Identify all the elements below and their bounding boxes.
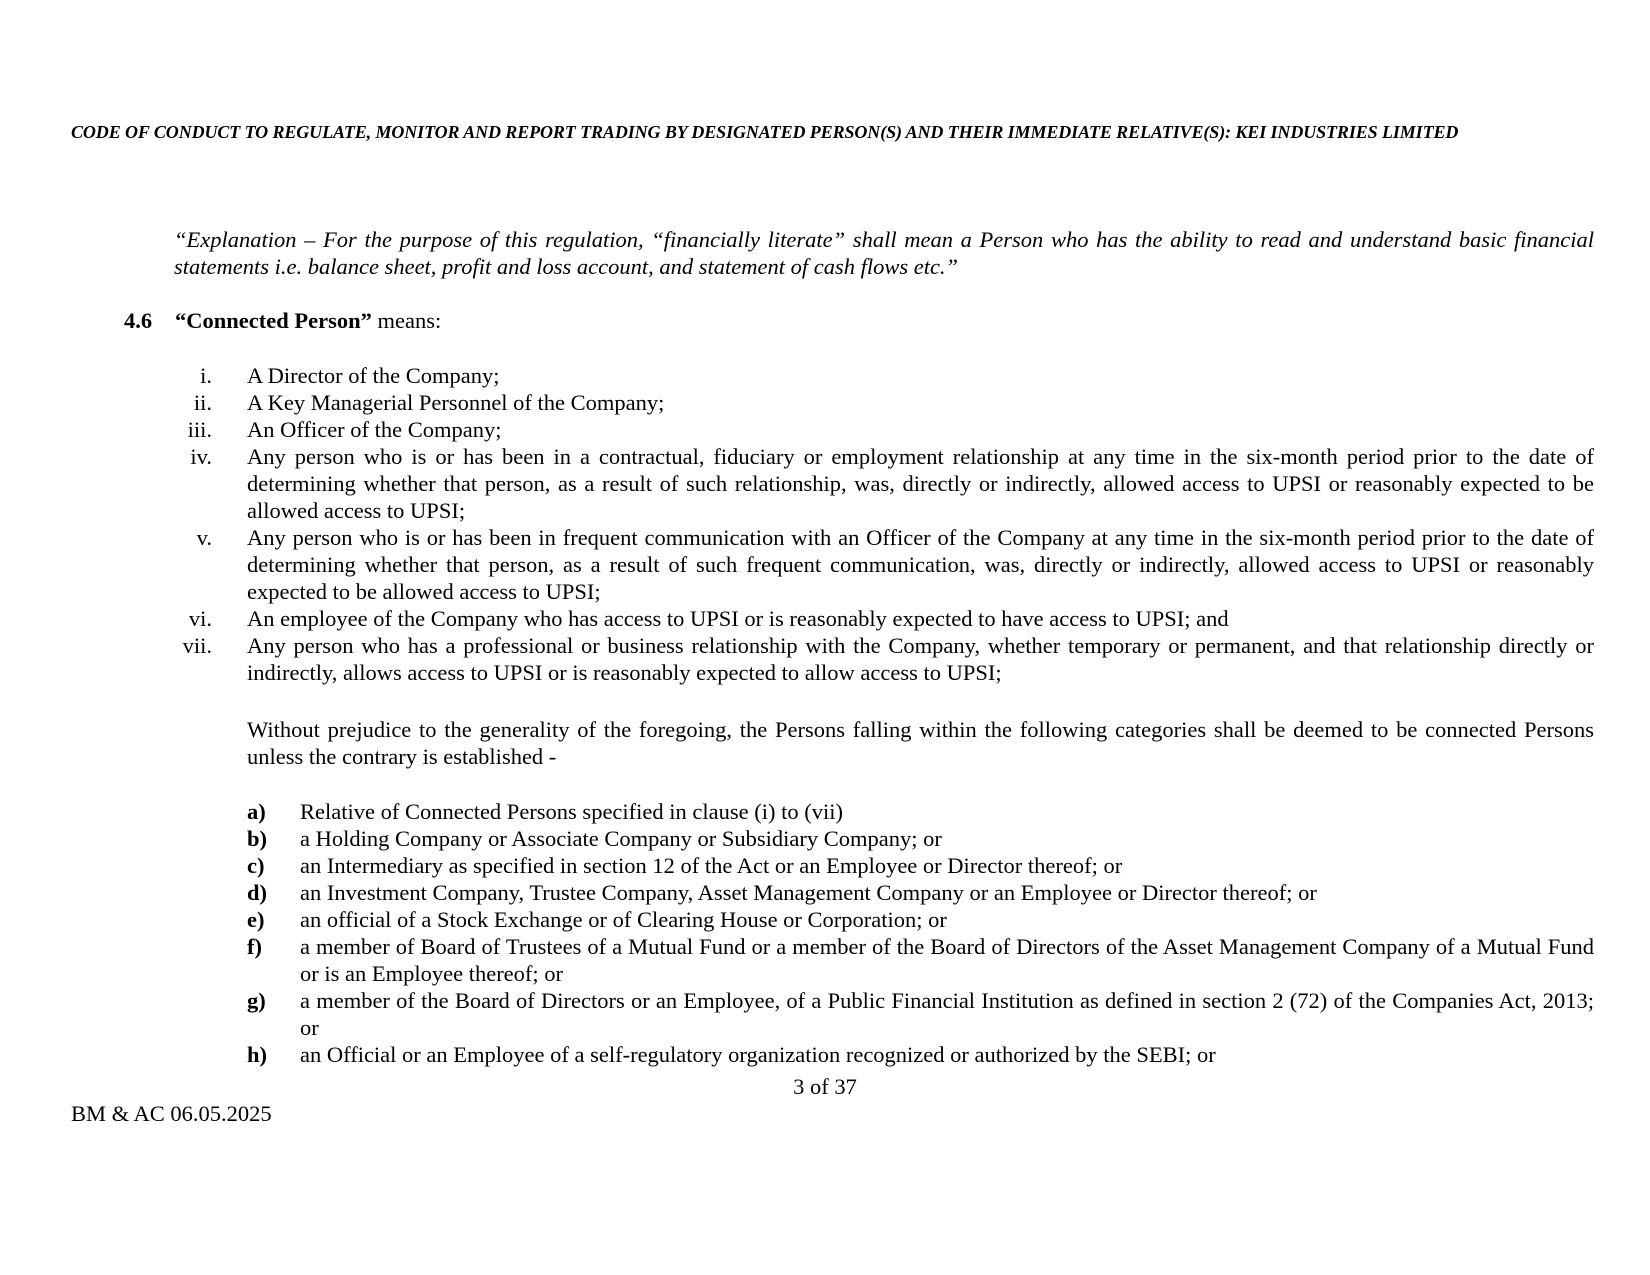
list-item-number: h) (247, 1042, 268, 1067)
list-item (247, 798, 1594, 825)
section-term: “Connected Person” (175, 308, 372, 333)
list-item-text: a Holding Company or Associate Company or Subsidiary Company; or (300, 826, 942, 851)
list-item-number: ii. (193, 390, 212, 415)
list-item-number: iv. (190, 444, 212, 469)
list-item (247, 906, 1594, 933)
list-item (247, 933, 1594, 987)
list-item-number: d) (247, 880, 268, 905)
list-item (247, 825, 1594, 852)
list-item-text: an official of a Stock Exchange or of Clearing House or Corporation; or (300, 907, 947, 932)
list-item-text: an Investment Company, Trustee Company, Asset Management Company or an Employee or Director thereof; or (300, 880, 1317, 905)
footer-reference: BM & AC 06.05.2025 (71, 1101, 272, 1126)
list-item (247, 852, 1594, 879)
list-item-number: g) (247, 988, 266, 1013)
list-item-text: An Officer of the Company; (247, 417, 502, 442)
list-item-text: Any person who is or has been in frequent communication with an Officer of the Company at any time in the six-month period prior to the date of determining whether that person, as a result of such frequent communication, was, directly or indirectly, allowed access to UPSI or reasonably expected to be allowed access to UPSI; (247, 525, 1594, 604)
page-header: CODE OF CONDUCT TO REGULATE, MONITOR AND REPORT TRADING BY DESIGNATED PERSON(S) AND THEIR IMMEDIATE RELATIVE(S): KEI INDUSTRIES LIMITED (71, 122, 1459, 142)
list-item (170, 362, 1594, 389)
list-item (170, 389, 1594, 416)
list-item (170, 443, 1594, 524)
list-item-text: an Official or an Employee of a self-regulatory organization recognized or authorized by the SEBI; or (300, 1042, 1216, 1067)
list-item-text: An employee of the Company who has access to UPSI or is reasonably expected to have access to UPSI; and (247, 606, 1229, 631)
page-number: 3 of 37 (793, 1074, 857, 1099)
section-number: 4.6 (124, 308, 153, 333)
list-item (170, 416, 1594, 443)
list-item-number: i. (200, 363, 212, 388)
list-item-number: e) (247, 907, 265, 932)
list-item-number: iii. (187, 417, 212, 442)
list-item-text: Relative of Connected Persons specified in clause (i) to (vii) (300, 799, 843, 824)
deemed-connected-paragraph: Without prejudice to the generality of the foregoing, the Persons falling within the following categories shall be deemed to be connected Persons unless the contrary is established - (247, 717, 1594, 769)
list-item-number: f) (247, 934, 262, 959)
list-item (170, 524, 1594, 605)
list-item-number: vi. (188, 606, 212, 631)
list-item-text: A Key Managerial Personnel of the Company; (247, 390, 665, 415)
deemed-connected-list (247, 798, 1594, 1068)
list-item-number: c) (247, 853, 265, 878)
list-item-text: Any person who is or has been in a contractual, fiduciary or employment relationship at any time in the six-month period prior to the date of determining whether that person, as a result of such relationship, was, directly or indirectly, allowed access to UPSI or reasonably expected to be allowed access to UPSI; (247, 444, 1594, 523)
list-item (247, 1041, 1594, 1068)
list-item-text: a member of the Board of Directors or an Employee, of a Public Financial Institution as defined in section 2 (72) of the Companies Act, 2013; or (300, 988, 1594, 1040)
list-item-number: b) (247, 826, 268, 851)
list-item-text: Any person who has a professional or business relationship with the Company, whether temporary or permanent, and that relationship directly or indirectly, allows access to UPSI or is reasonably expected to allow access to UPSI; (247, 633, 1594, 685)
list-item (170, 605, 1594, 632)
list-item-text: an Intermediary as specified in section 12 of the Act or an Employee or Director thereof; or (300, 853, 1123, 878)
list-item-number: v. (196, 525, 212, 550)
explanation-paragraph: “Explanation – For the purpose of this regulation, “financially literate” shall mean a Person who has the ability to read and understand basic financial statements i.e. balance sheet, profit and loss account, and statement of cash flows etc.” (174, 227, 1594, 279)
list-item (247, 879, 1594, 906)
list-item-text: A Director of the Company; (247, 363, 500, 388)
list-item-number: a) (247, 799, 266, 824)
list-item (247, 987, 1594, 1041)
section-suffix: means: (371, 308, 442, 333)
list-item-text: a member of Board of Trustees of a Mutual Fund or a member of the Board of Directors of the Asset Management Company of a Mutual Fund or is an Employee thereof; or (300, 934, 1594, 986)
list-item-number: vii. (182, 633, 212, 658)
list-item (170, 632, 1594, 686)
connected-person-list (170, 362, 1594, 686)
section-title (175, 308, 441, 334)
